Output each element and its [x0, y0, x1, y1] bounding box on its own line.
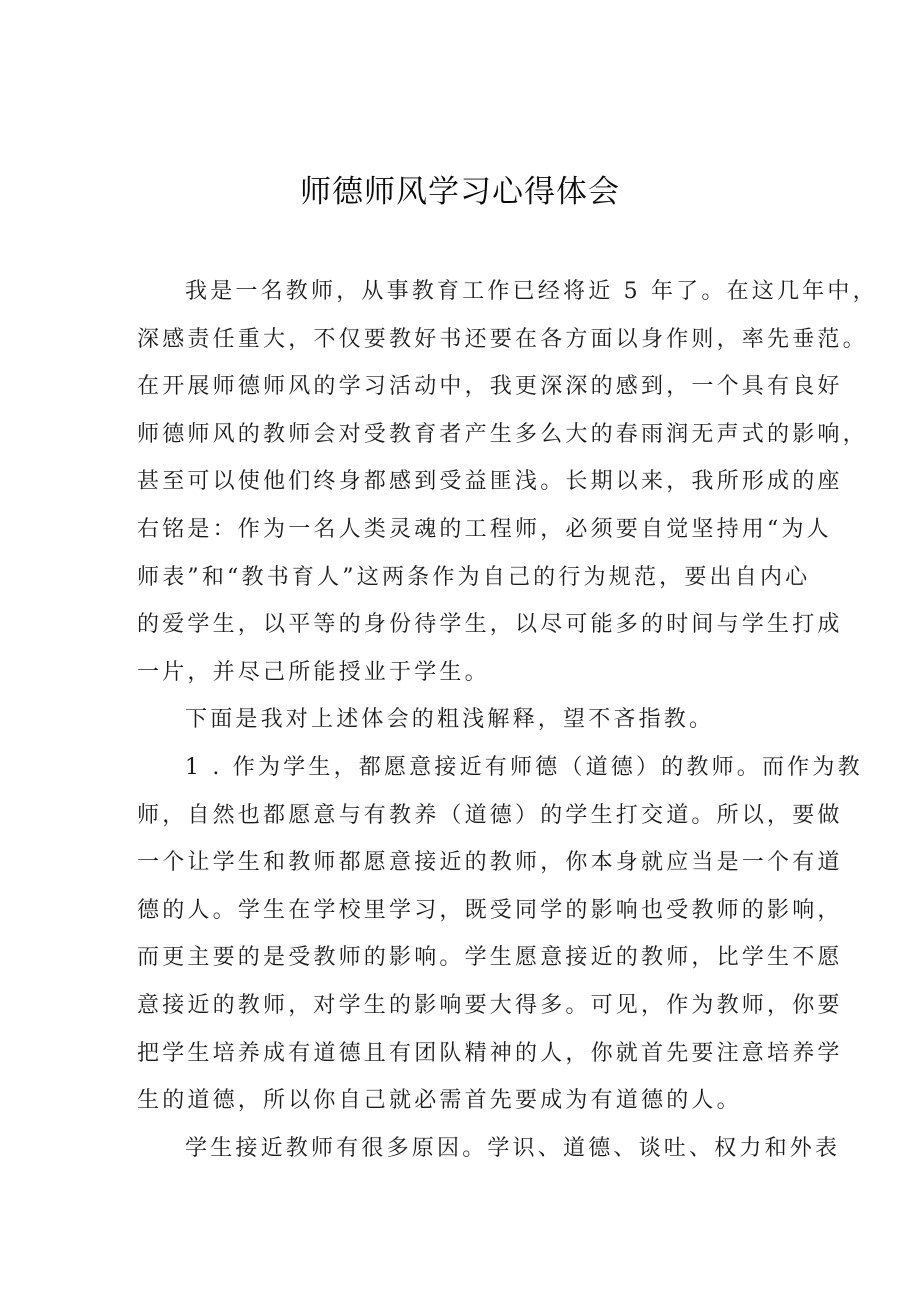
paragraph-line: 甚至可以使他们终身都感到受益匪浅。长期以来，我所形成的座 [137, 469, 843, 495]
paragraph-line: 学生接近教师有很多原因。学识、道德、谈吐、权力和外表 [185, 1135, 841, 1161]
paragraph-line: 的爱学生，以平等的身份待学生，以尽可能多的时间与学生打成 [137, 612, 843, 638]
paragraph-line: 而更主要的是受教师的影响。学生愿意接近的教师，比学生不愿 [137, 945, 843, 971]
paragraph-line: 德的人。学生在学校里学习，既受同学的影响也受教师的影响， [137, 897, 843, 923]
paragraph-line: 我是一名教师，从事教育工作已经将近 5 年了。在这几年中， [185, 279, 878, 304]
paragraph-line: 1 . 作为学生，都愿意接近有师德（道德）的教师。而作为教 [185, 754, 863, 780]
paragraph-line: 一片，并尽己所能授业于学生。 [137, 659, 490, 685]
paragraph-line: 深感责任重大，不仅要教好书还要在各方面以身作则，率先垂范。 [137, 326, 868, 352]
paragraph-line: 师表”和“教书育人”这两条作为自己的行为规范，要出自内心 [137, 564, 811, 590]
paragraph-line: 师德师风的教师会对受教育者产生多么大的春雨润无声式的影响， [137, 421, 868, 447]
paragraph-line: 右铭是：作为一名人类灵魂的工程师，必须要自觉坚持用“为人 [137, 516, 832, 542]
document-title: 师德师风学习心得体会 [300, 174, 620, 210]
paragraph-line: 在开展师德师风的学习活动中，我更深深的感到，一个具有良好 [137, 374, 843, 400]
document-body [137, 268, 878, 1172]
paragraph-line: 把学生培养成有道德且有团队精神的人，你就首先要注意培养学 [137, 1040, 843, 1066]
paragraph-line: 一个让学生和教师都愿意接近的教师，你本身就应当是一个有道 [137, 850, 843, 876]
paragraph-line: 意接近的教师，对学生的影响要大得多。可见，作为教师，你要 [137, 992, 843, 1018]
paragraph-line: 生的道德，所以你自己就必需首先要成为有道德的人。 [137, 1088, 742, 1114]
paragraph-line: 下面是我对上述体会的粗浅解释，望不吝指教。 [185, 707, 715, 733]
paragraph-line: 师，自然也都愿意与有教养（道德）的学生打交道。所以，要做 [137, 802, 843, 828]
